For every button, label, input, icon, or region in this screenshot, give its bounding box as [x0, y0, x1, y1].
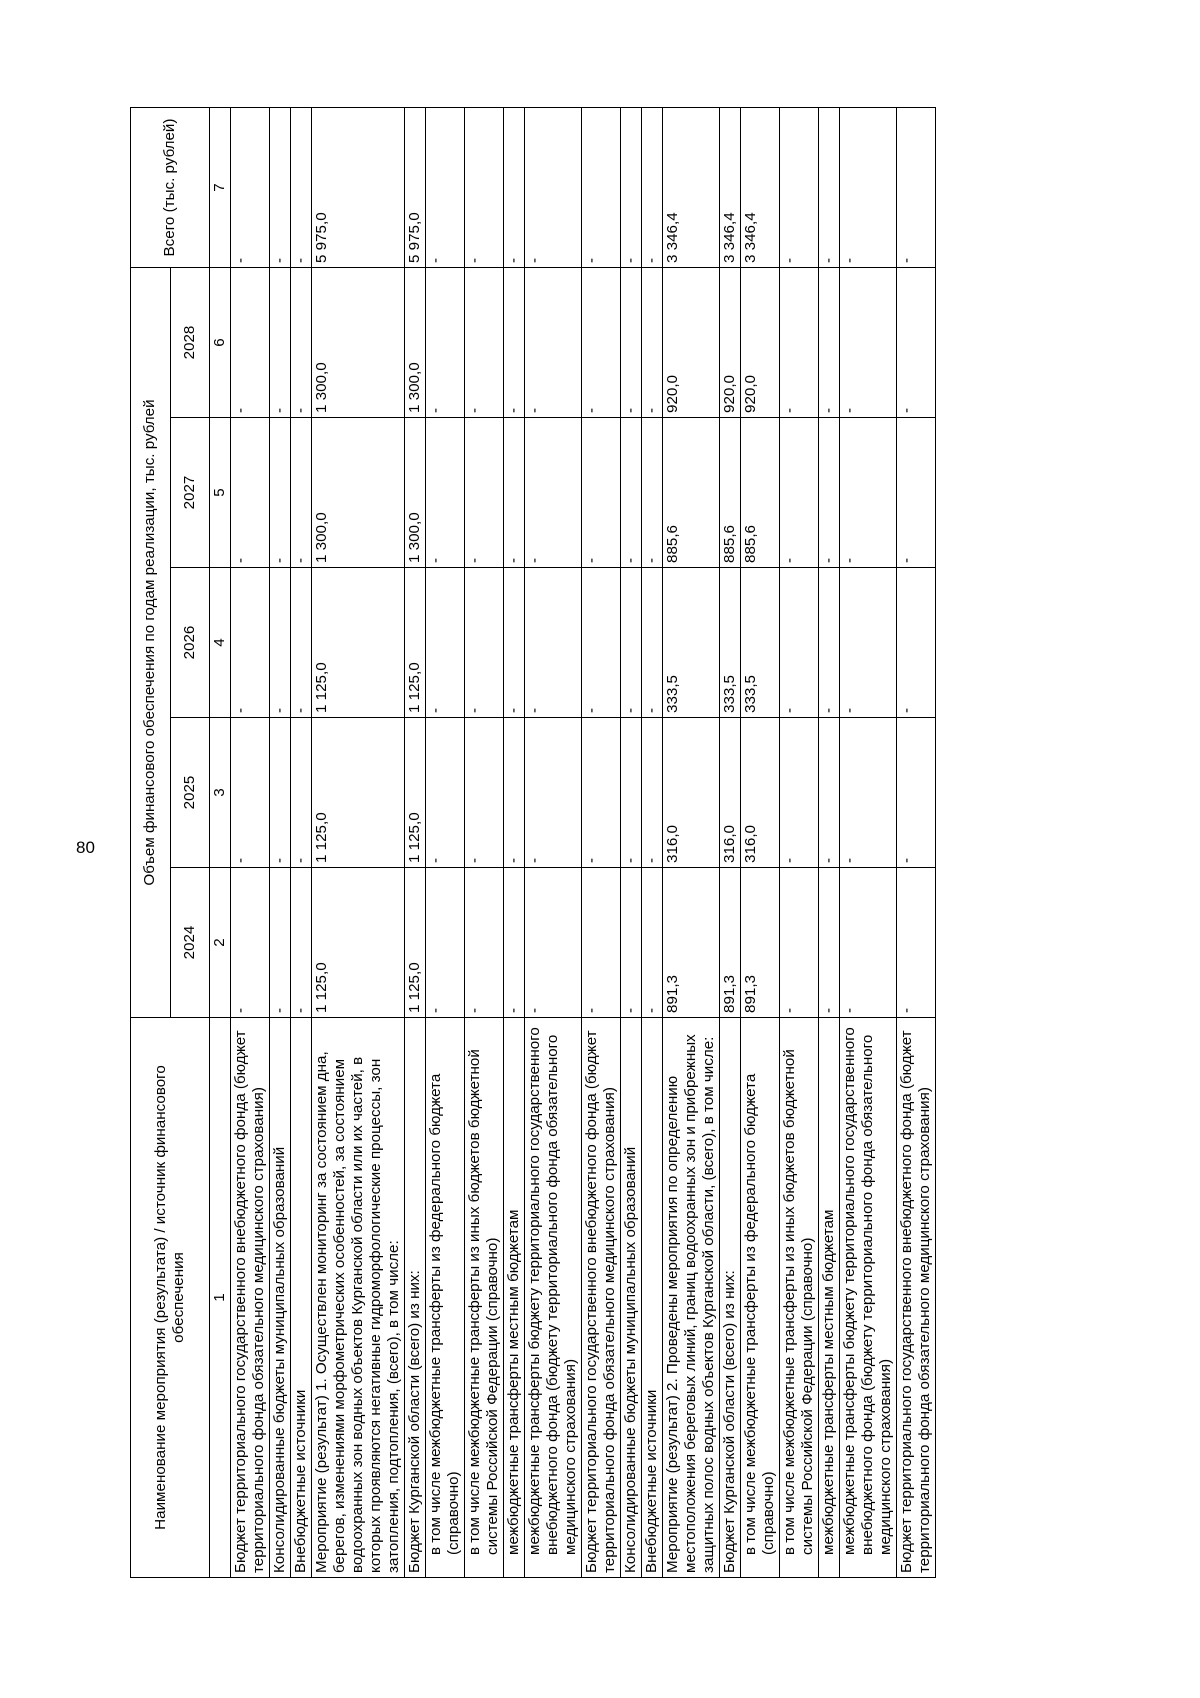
- row-year-value: -: [642, 568, 663, 718]
- table-row: [720, 108, 741, 1578]
- row-name: Бюджет территориального государственного внебюджетного фонда (бюджет территориального фонда обязательного медицинского страхования): [231, 1018, 270, 1578]
- row-total-value: -: [642, 108, 663, 268]
- row-year-value: -: [819, 868, 840, 1018]
- table-row: [780, 108, 819, 1578]
- row-year-value: -: [780, 718, 819, 868]
- row-year-value: -: [231, 868, 270, 1018]
- row-year-value: 1 125,0: [312, 568, 405, 718]
- row-name: межбюджетные трансферты бюджету территориального государственного внебюджетного фонда (бюджету территориального фонда обязательного медицинского страхования): [840, 1018, 897, 1578]
- header-year: 2027: [170, 418, 210, 568]
- row-year-value: 1 125,0: [405, 718, 426, 868]
- row-year-value: -: [780, 568, 819, 718]
- row-year-value: -: [621, 718, 642, 868]
- row-year-value: -: [291, 418, 312, 568]
- row-year-value: 920,0: [720, 268, 741, 418]
- table-row: [840, 108, 897, 1578]
- row-year-value: -: [840, 868, 897, 1018]
- header-years-group: Объем финансового обеспечения по годам реализации, тыс. рублей: [131, 268, 171, 1018]
- row-year-value: -: [525, 868, 582, 1018]
- table-row: [642, 108, 663, 1578]
- table-row: [504, 108, 525, 1578]
- column-number-row: [210, 108, 231, 1578]
- row-total-value: -: [840, 108, 897, 268]
- row-year-value: -: [897, 868, 936, 1018]
- row-year-value: -: [525, 418, 582, 568]
- row-year-value: -: [465, 268, 504, 418]
- table-row: [312, 108, 405, 1578]
- header-year: 2024: [170, 868, 210, 1018]
- row-year-value: -: [840, 418, 897, 568]
- row-year-value: -: [819, 268, 840, 418]
- row-year-value: 891,3: [720, 868, 741, 1018]
- row-year-value: 885,6: [720, 418, 741, 568]
- row-year-value: 316,0: [720, 718, 741, 868]
- row-year-value: -: [897, 568, 936, 718]
- table-row: [582, 108, 621, 1578]
- row-year-value: -: [465, 718, 504, 868]
- row-name: в том числе межбюджетные трансферты из иных бюджетов бюджетной системы Российской Федерации (справочно): [780, 1018, 819, 1578]
- header-total: Всего (тыс. рублей): [131, 108, 210, 268]
- column-number: 6: [210, 268, 231, 418]
- row-year-value: -: [426, 718, 465, 868]
- row-year-value: -: [897, 268, 936, 418]
- header-year: 2025: [170, 718, 210, 868]
- row-name: Консолидированные бюджеты муниципальных образований: [621, 1018, 642, 1578]
- row-year-value: -: [642, 868, 663, 1018]
- header-year: 2026: [170, 568, 210, 718]
- row-name: Консолидированные бюджеты муниципальных образований: [270, 1018, 291, 1578]
- row-year-value: -: [426, 568, 465, 718]
- page-number: 80: [76, 838, 95, 857]
- row-total-value: -: [819, 108, 840, 268]
- row-year-value: 891,3: [741, 868, 780, 1018]
- row-year-value: -: [504, 568, 525, 718]
- row-year-value: -: [426, 268, 465, 418]
- row-year-value: 333,5: [741, 568, 780, 718]
- row-year-value: 891,3: [663, 868, 720, 1018]
- row-year-value: -: [291, 868, 312, 1018]
- row-year-value: -: [270, 868, 291, 1018]
- row-year-value: -: [780, 418, 819, 568]
- row-year-value: 316,0: [741, 718, 780, 868]
- table-row: [270, 108, 291, 1578]
- rotated-table-container: [130, 108, 1130, 1578]
- row-year-value: -: [504, 418, 525, 568]
- table-row: [663, 108, 720, 1578]
- header-name-column: Наименование мероприятия (результата) / источник финансового обеспечения: [131, 1018, 210, 1578]
- row-year-value: 1 300,0: [405, 418, 426, 568]
- row-year-value: 333,5: [720, 568, 741, 718]
- row-year-value: -: [525, 268, 582, 418]
- row-year-value: -: [465, 868, 504, 1018]
- column-number: 7: [210, 108, 231, 268]
- row-year-value: 1 125,0: [405, 868, 426, 1018]
- row-name: Внебюджетные источники: [642, 1018, 663, 1578]
- row-total-value: -: [231, 108, 270, 268]
- table-row: [465, 108, 504, 1578]
- row-year-value: -: [426, 418, 465, 568]
- row-year-value: -: [621, 418, 642, 568]
- table-row: [426, 108, 465, 1578]
- row-year-value: -: [819, 718, 840, 868]
- row-year-value: 1 125,0: [312, 718, 405, 868]
- row-name: в том числе межбюджетные трансферты из федерального бюджета (справочно): [426, 1018, 465, 1578]
- column-number: 2: [210, 868, 231, 1018]
- row-year-value: -: [504, 268, 525, 418]
- row-name: межбюджетные трансферты местным бюджетам: [504, 1018, 525, 1578]
- row-year-value: 1 125,0: [312, 868, 405, 1018]
- row-year-value: -: [291, 718, 312, 868]
- row-year-value: -: [780, 268, 819, 418]
- row-year-value: -: [840, 568, 897, 718]
- row-year-value: -: [819, 568, 840, 718]
- row-name: Мероприятие (результат) 1. Осуществлен мониторинг за состоянием дна, берегов, изменениями морфометрических особенностей, за состоянием водоохранных зон водных объектов Курганской области или их частей, в которых проявляются негативные гидроморфологические процессы, зон затопления, подтопления, (всего), в том числе:: [312, 1018, 405, 1578]
- row-name: Бюджет территориального государственного внебюджетного фонда (бюджет территориального фонда обязательного медицинского страхования): [897, 1018, 936, 1578]
- row-year-value: -: [621, 268, 642, 418]
- row-total-value: -: [582, 108, 621, 268]
- row-year-value: 885,6: [741, 418, 780, 568]
- row-total-value: -: [780, 108, 819, 268]
- row-total-value: -: [897, 108, 936, 268]
- header-year: 2028: [170, 268, 210, 418]
- row-name: Бюджет Курганской области (всего) из них:: [405, 1018, 426, 1578]
- table-body: [231, 108, 936, 1578]
- row-total-value: -: [270, 108, 291, 268]
- row-year-value: -: [897, 718, 936, 868]
- row-total-value: -: [525, 108, 582, 268]
- column-number: 5: [210, 418, 231, 568]
- row-year-value: 1 300,0: [312, 268, 405, 418]
- row-year-value: 316,0: [663, 718, 720, 868]
- row-year-value: -: [270, 568, 291, 718]
- row-year-value: -: [231, 418, 270, 568]
- financing-table: [130, 107, 936, 1578]
- table-row: [291, 108, 312, 1578]
- row-year-value: -: [780, 868, 819, 1018]
- column-number: 4: [210, 568, 231, 718]
- row-year-value: -: [582, 868, 621, 1018]
- row-year-value: 1 300,0: [312, 418, 405, 568]
- row-year-value: -: [291, 568, 312, 718]
- table-row: [741, 108, 780, 1578]
- row-year-value: 1 300,0: [405, 268, 426, 418]
- row-total-value: 3 346,4: [720, 108, 741, 268]
- row-year-value: -: [270, 418, 291, 568]
- row-total-value: 5 975,0: [312, 108, 405, 268]
- row-year-value: -: [525, 718, 582, 868]
- row-name: в том числе межбюджетные трансферты из иных бюджетов бюджетной системы Российской Федерации (справочно): [465, 1018, 504, 1578]
- row-year-value: -: [504, 718, 525, 868]
- row-total-value: -: [465, 108, 504, 268]
- row-name: в том числе межбюджетные трансферты из федерального бюджета (справочно): [741, 1018, 780, 1578]
- row-year-value: 920,0: [741, 268, 780, 418]
- row-year-value: -: [642, 718, 663, 868]
- row-total-value: 3 346,4: [741, 108, 780, 268]
- row-year-value: -: [582, 418, 621, 568]
- table-row: [231, 108, 270, 1578]
- row-name: Бюджет территориального государственного внебюджетного фонда (бюджет территориального фонда обязательного медицинского страхования): [582, 1018, 621, 1578]
- row-year-value: -: [582, 268, 621, 418]
- row-name: Мероприятие (результат) 2. Проведены мероприятия по определению местоположения береговых линий, границ водоохранных зон и прибрежных защитных полос водных объектов Курганской области, (всего), в том числе:: [663, 1018, 720, 1578]
- row-year-value: -: [504, 868, 525, 1018]
- column-number: 1: [210, 1018, 231, 1578]
- row-total-value: -: [291, 108, 312, 268]
- row-year-value: -: [231, 568, 270, 718]
- table-row: [621, 108, 642, 1578]
- table-row: [897, 108, 936, 1578]
- row-year-value: -: [231, 718, 270, 868]
- row-year-value: 333,5: [663, 568, 720, 718]
- row-year-value: -: [465, 568, 504, 718]
- row-total-value: 3 346,4: [663, 108, 720, 268]
- row-total-value: -: [621, 108, 642, 268]
- row-year-value: -: [465, 418, 504, 568]
- row-year-value: -: [897, 418, 936, 568]
- row-year-value: -: [582, 568, 621, 718]
- row-year-value: 885,6: [663, 418, 720, 568]
- row-year-value: -: [642, 268, 663, 418]
- row-year-value: 1 125,0: [405, 568, 426, 718]
- table-row: [405, 108, 426, 1578]
- row-total-value: -: [504, 108, 525, 268]
- row-year-value: -: [621, 868, 642, 1018]
- row-year-value: -: [270, 268, 291, 418]
- row-name: Бюджет Курганской области (всего) из них:: [720, 1018, 741, 1578]
- row-year-value: -: [642, 418, 663, 568]
- row-total-value: -: [426, 108, 465, 268]
- row-year-value: -: [819, 418, 840, 568]
- row-year-value: -: [840, 718, 897, 868]
- row-year-value: -: [525, 568, 582, 718]
- row-year-value: -: [582, 718, 621, 868]
- row-total-value: 5 975,0: [405, 108, 426, 268]
- table-row: [819, 108, 840, 1578]
- row-year-value: 920,0: [663, 268, 720, 418]
- row-name: Внебюджетные источники: [291, 1018, 312, 1578]
- row-year-value: -: [621, 568, 642, 718]
- column-number: 3: [210, 718, 231, 868]
- row-year-value: -: [840, 268, 897, 418]
- row-name: межбюджетные трансферты бюджету территориального государственного внебюджетного фонда (бюджету территориального фонда обязательного медицинского страхования): [525, 1018, 582, 1578]
- row-name: межбюджетные трансферты местным бюджетам: [819, 1018, 840, 1578]
- row-year-value: -: [291, 268, 312, 418]
- table-row: [525, 108, 582, 1578]
- row-year-value: -: [270, 718, 291, 868]
- row-year-value: -: [231, 268, 270, 418]
- row-year-value: -: [426, 868, 465, 1018]
